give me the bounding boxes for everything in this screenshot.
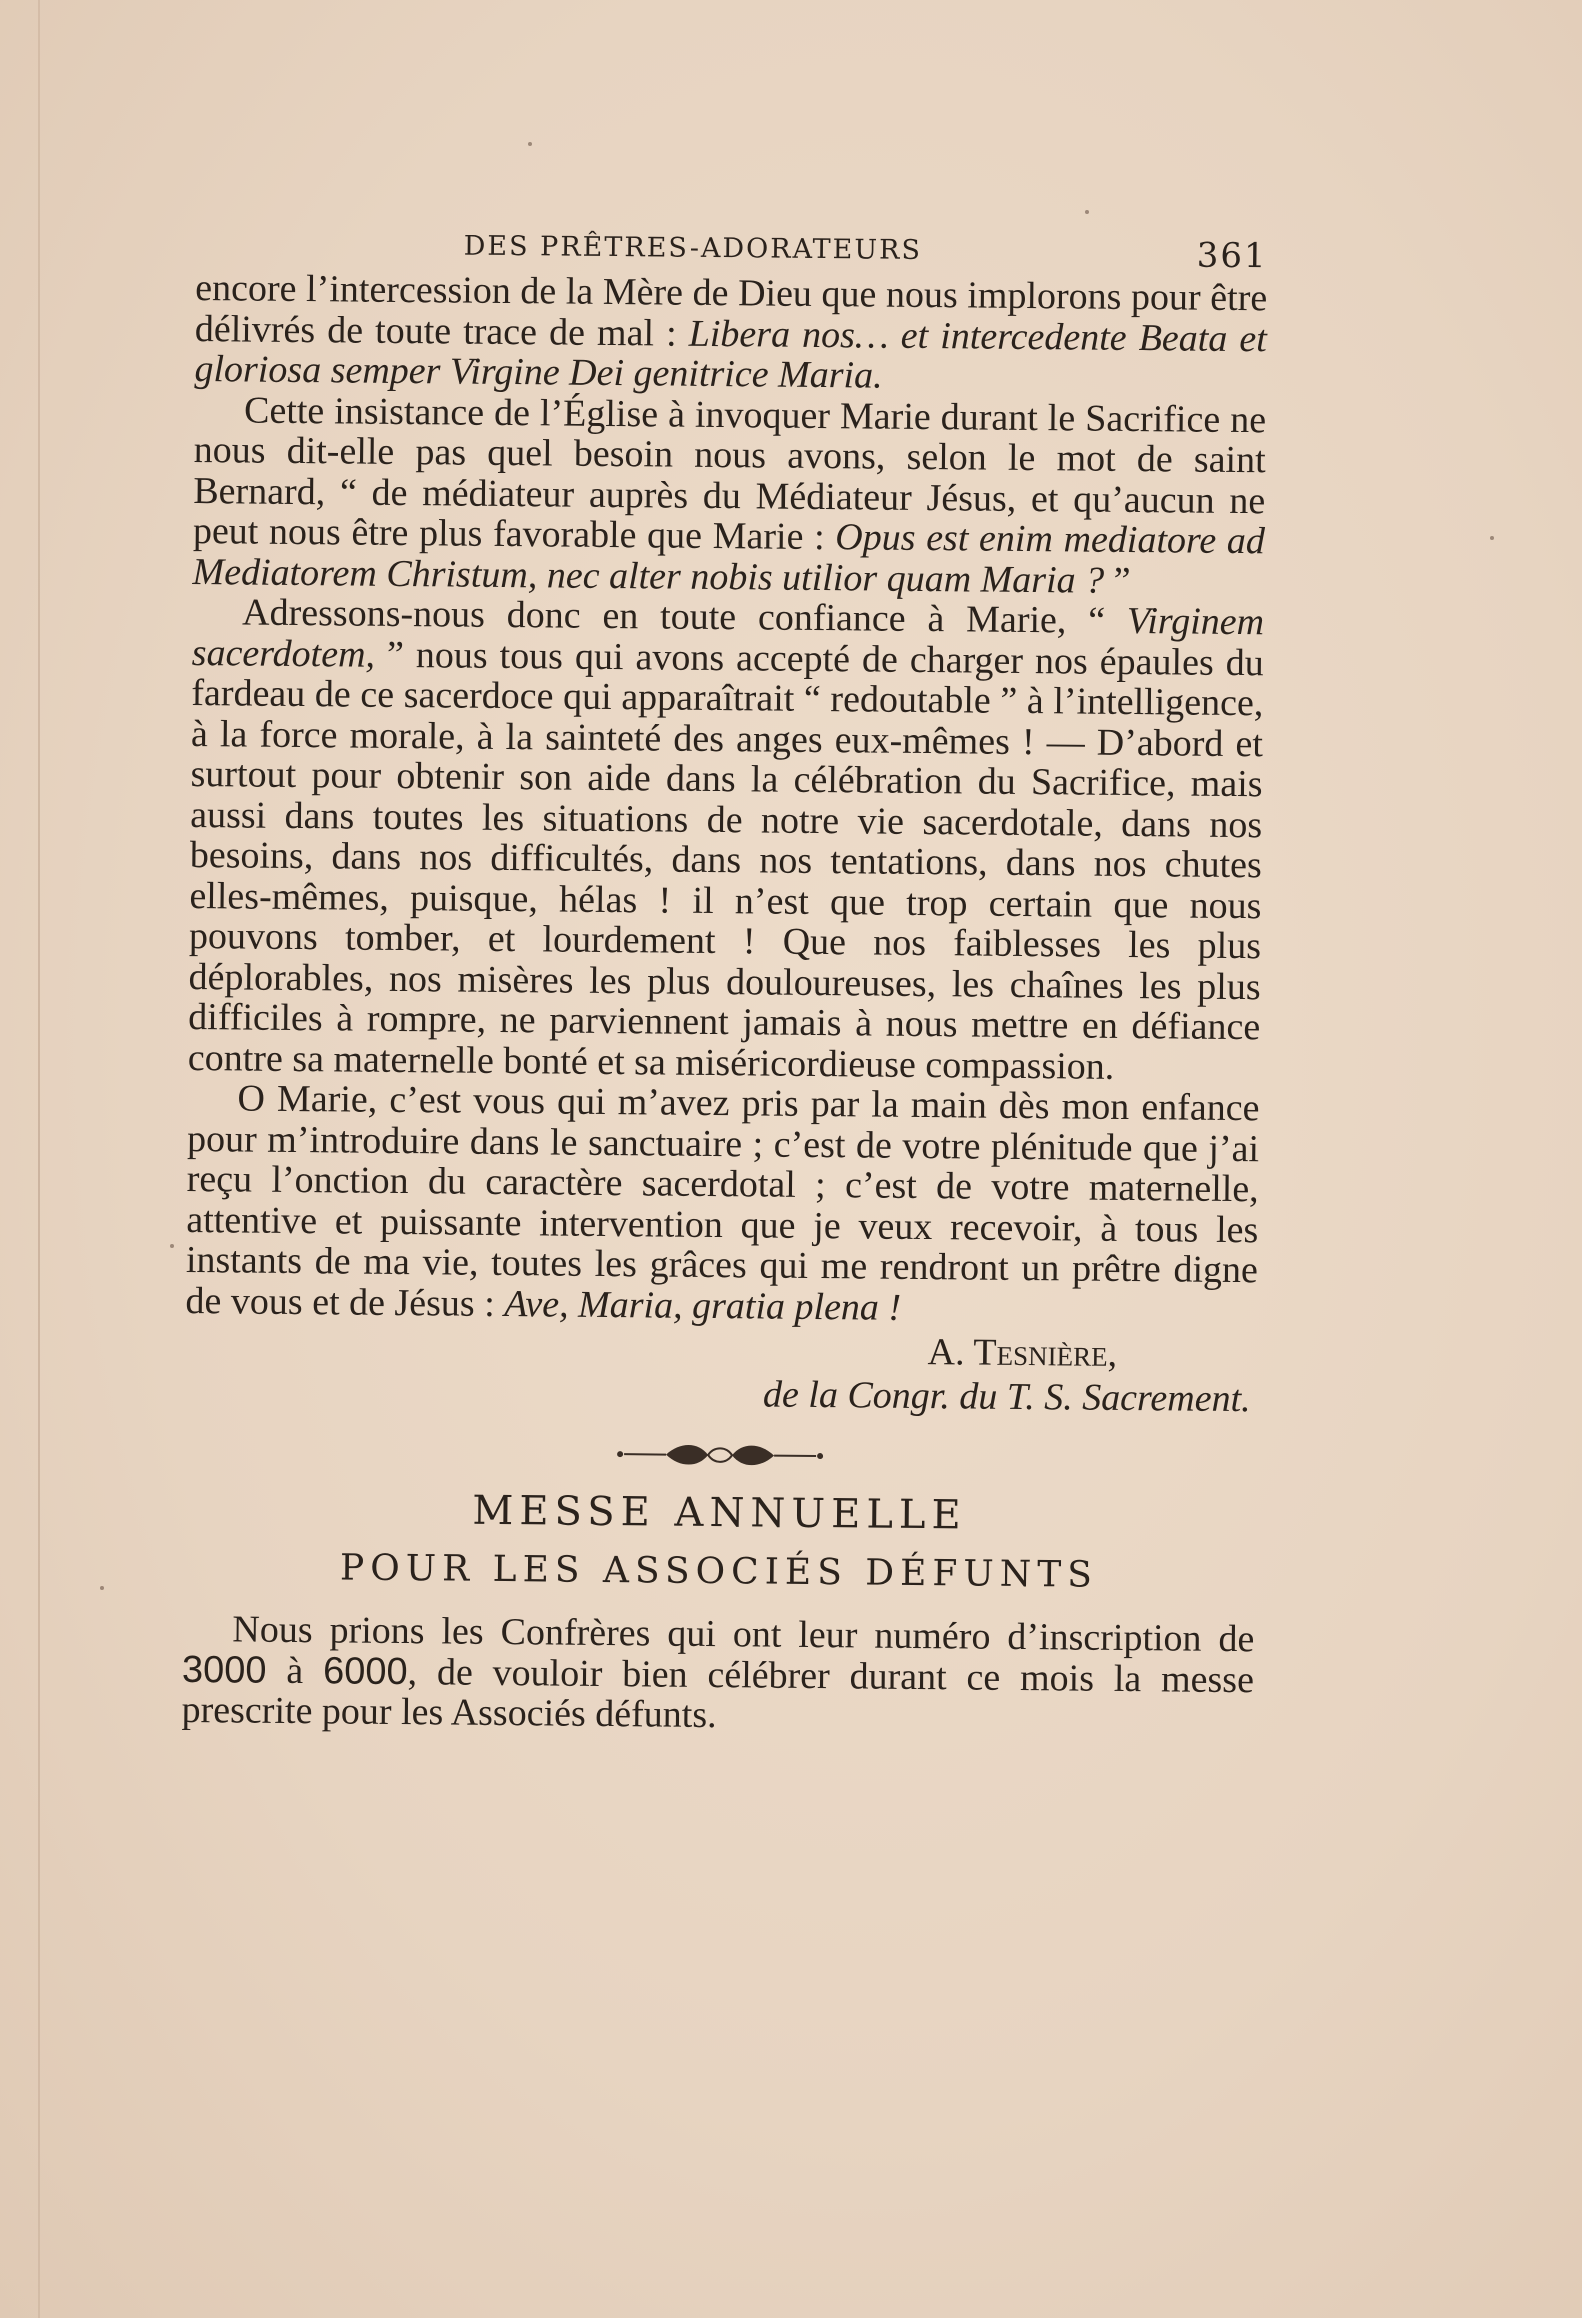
binding-edge (38, 0, 40, 2318)
paragraph-3-latin: Virginem sacerdotem, (191, 599, 1265, 676)
paper-speck (1085, 210, 1089, 214)
paper-speck (528, 142, 532, 146)
registration-number-from: 3000 (181, 1648, 267, 1692)
section-body (181, 1609, 1254, 1741)
paragraph-4 (185, 1078, 1259, 1331)
signature-name: A. Tesnière, (927, 1331, 1118, 1375)
running-title: DES PRÊTRES-ADORATEURS (463, 230, 923, 266)
paragraph-2 (192, 389, 1266, 602)
paragraph-1-text: encore l’intercession de la Mère de Dieu que nous implorons pour être délivrés de toute trace de mal : (194, 266, 1268, 355)
running-head (195, 212, 1267, 278)
section-body-text-end: , de vouloir bien célébrer durant ce mois la messe prescrite pour les Associés défunts. (181, 1650, 1255, 1737)
section-subtitle: POUR LES ASSOCIÉS DÉFUNTS (339, 1547, 1099, 1596)
paragraph-3 (188, 592, 1265, 1088)
paragraph-2-text: Cette insistance de l’Église à invoquer Marie durant le Sacrifice ne nous dit-elle pas quel besoin nous avons, selon le mot de saint Bernard, “ de médiateur auprès du Médiateur Jésus, et qu’aucun ne peut nous être plus favorable que Marie : (192, 388, 1267, 559)
section-title: MESSE ANNUELLE (472, 1487, 967, 1539)
paper-speck (100, 1586, 104, 1590)
paragraph-1 (194, 268, 1267, 400)
paragraph-3-text-end: ” nous tous qui avons accepté de charger nos épaules du fardeau de ce sacerdoce qui apparaîtrait “ redoutable ” à l’intelligence, à la force morale, à la sainteté des anges eux-mêmes ! — D’abord et surtout pour obtenir son aide dans la célébration du Sacrifice, mais aussi dans toutes les situations de notre vie sacerdotale, dans nos besoins, dans nos difficultés, dans nos tentations, dans nos chutes elles-mêmes, puisque, hélas ! il n’est que trop certain que nous pouvons tomber, et lourdement ! Que nos faiblesses les plus déplorables, nos misères les plus douloureuses, les chaînes les plus difficiles à rompre, ne parviennent jamais à nous mettre en défiance contre sa maternelle bonté et sa miséricordieuse compassion. (187, 633, 1264, 1088)
paper-speck (170, 1244, 174, 1248)
paragraph-2-latin: Opus est enim mediatore ad Mediatorem Christum, nec alter nobis utilior quam Maria ? (192, 516, 1266, 602)
ornament-divider-icon (610, 1437, 830, 1473)
page-text (181, 212, 1268, 1741)
paragraph-2-close-quote: ” (1103, 559, 1131, 602)
registration-number-to: 6000 (322, 1649, 408, 1693)
paragraph-1-latin: Libera nos… et intercedente Beata et gloriosa semper Virgine Dei genitrice Maria. (194, 312, 1268, 397)
paragraph-4-text: O Marie, c’est vous qui m’avez pris par la main dès mon enfance pour m’introduire dans le sanctuaire ; c’est de votre plénitude que j’ai reçu l’onction du caractère sacerdotal ; c’est de votre maternelle, attentive et puissante intervention que je veux recevoir, à tous les instants de ma vie, toutes les grâces qui me rendront un prêtre digne de vous et de Jésus : (185, 1077, 1260, 1325)
paper-speck (1490, 536, 1494, 540)
section-body-text-start: Nous prions les Confrères qui ont leur numéro d’inscription de (232, 1608, 1255, 1661)
section-body-text-middle: à (266, 1649, 324, 1692)
paragraph-4-prayer: Ave, Maria, gratia plena ! (504, 1282, 902, 1329)
page-number: 361 (1196, 235, 1268, 277)
paragraph-3-text-start: Adressons-nous donc en toute confiance à Marie, “ (241, 591, 1128, 642)
signature-affiliation: de la Congr. du T. S. Sacrement. (762, 1373, 1251, 1421)
